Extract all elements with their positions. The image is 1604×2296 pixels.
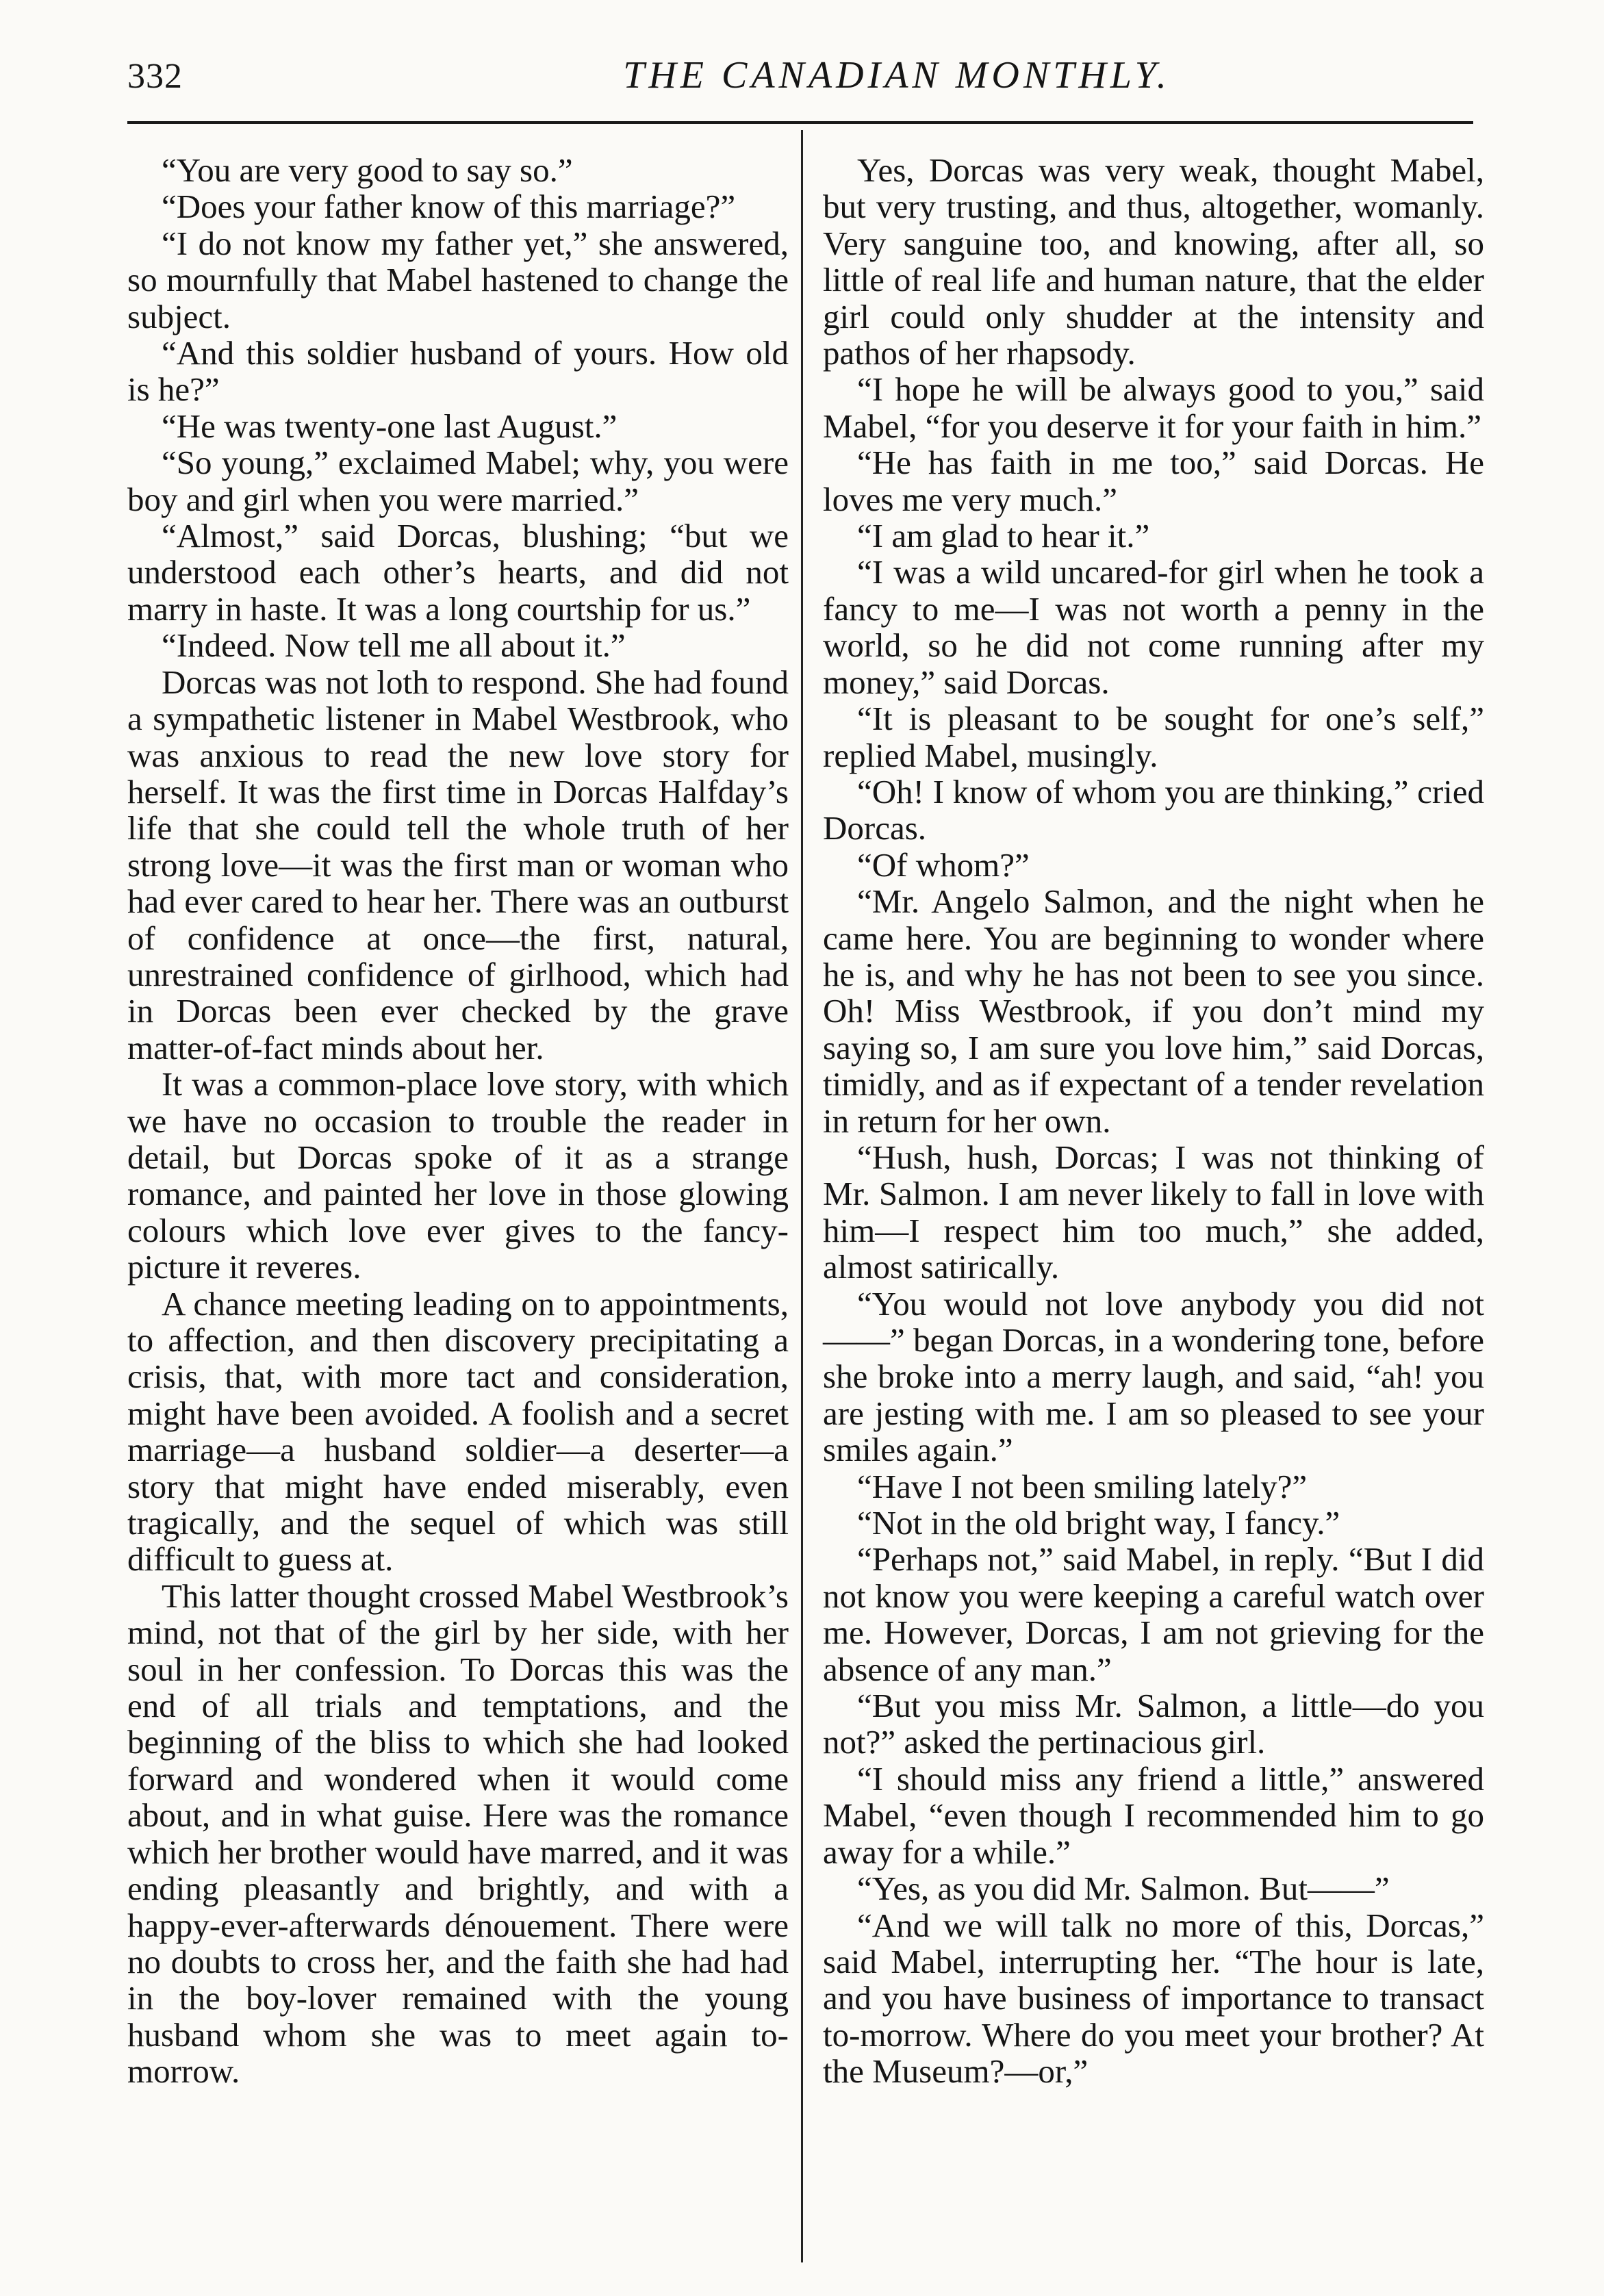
paragraph: “Almost,” said Dorcas, blushing; “but we understood each other’s hearts, and did not marry in haste. It was a long courtship for us.” [127, 517, 789, 628]
paragraph: “I do not know my father yet,” she answered, so mournfully that Mabel hastened to change the subject. [127, 224, 789, 335]
paragraph: “It is pleasant to be sought for one’s self,” replied Mabel, musingly. [823, 700, 1484, 774]
right-column [823, 152, 1484, 2090]
paragraph: “Perhaps not,” said Mabel, in reply. “But I did not know you were keeping a careful watch over me. However, Dorcas, I am not grieving for the absence of any man.” [823, 1540, 1484, 1688]
paragraph: “I hope he will be always good to you,” said Mabel, “for you deserve it for your faith in him.” [823, 370, 1484, 445]
paragraph: “Mr. Angelo Salmon, and the night when he came here. You are beginning to wonder where he is, and why he has not been to see you since. Oh! Miss Westbrook, if you don’t mind my saying so, I am sure you love him,” said Dorcas, timidly, and as if expectant of a tender revelation in return for her own. [823, 882, 1484, 1140]
page-number: 332 [127, 57, 183, 96]
paragraph: “Have I not been smiling lately?” [857, 1467, 1308, 1505]
paragraph: Dorcas was not loth to respond. She had found a sympathetic listener in Mabel Westbrook, who was anxious to read the new love story for herself. It was the first time in Dorcas Halfday’s life that she could tell the whole truth of her strong love—it was the first man or woman who had ever cared to hear her. There was an outburst of confidence at once—the first, natural, unrestrained confidence of girlhood, which had in Dorcas been ever checked by the grave matter-of-fact minds about her. [127, 663, 789, 1067]
header-rule [127, 121, 1473, 124]
paragraph: “But you miss Mr. Salmon, a little—do you not?” asked the pertinacious girl. [823, 1687, 1484, 1761]
paragraph: “I was a wild uncared-for girl when he took a fancy to me—I was not worth a penny in the world, so he did not come running after my money,” said Dorcas. [823, 553, 1484, 701]
paragraph: “Oh! I know of whom you are thinking,” cried Dorcas. [823, 772, 1484, 847]
left-column [127, 152, 789, 2090]
paragraph: “You are very good to say so.” [162, 151, 573, 189]
paragraph: “I am glad to hear it.” [857, 517, 1150, 555]
paragraph: It was a common-place love story, with which we have no occasion to trouble the reader in detail, but Dorcas spoke of it as a strange romance, and painted her love in those glowing colours which love ever gives to the fancy-picture it reveres. [127, 1065, 789, 1286]
paragraph: “Yes, as you did Mr. Salmon. But——” [857, 1870, 1390, 1908]
paragraph: “I should miss any friend a little,” answered Mabel, “even though I recommended him to go away for a while.” [823, 1759, 1484, 1871]
paragraph: “Indeed. Now tell me all about it.” [162, 626, 626, 665]
paragraph: “Does your father know of this marriage?” [162, 188, 736, 226]
paragraph: Yes, Dorcas was very weak, thought Mabel, but very trusting, and thus, altogether, womanly. Very sanguine too, and knowing, after all, so little of real life and human nature, that the elder girl could only shudder at the intensity and pathos of her rhapsody. [823, 151, 1484, 372]
paragraph: “So young,” exclaimed Mabel; why, you were boy and girl when you were married.” [127, 444, 789, 518]
paragraph: “He has faith in me too,” said Dorcas. He loves me very much.” [823, 444, 1484, 518]
paragraph: A chance meeting leading on to appointments, to affection, and then discovery precipitating a crisis, that, with more tact and consideration, might have been avoided. A foolish and a secret marriage—a husband soldier—a deserter—a story that might have ended miserably, even tragically, and the sequel of which was still difficult to guess at. [127, 1284, 789, 1579]
running-title: THE CANADIAN MONTHLY. [623, 54, 1171, 97]
paragraph: This latter thought crossed Mabel Westbrook’s mind, not that of the girl by her side, with her soul in her confession. To Dorcas this was the end of all trials and temptations, and the beginning of the bliss to which she had looked forward and wondered when it would come about, and in what guise. Here was the romance which her brother would have marred, and it was ending pleasantly and brightly, and with a happy-ever-afterwards dénouement. There were no doubts to cross her, and the faith she had had in the boy-lover remained with the young husband whom she was to meet again to-morrow. [127, 1577, 789, 2091]
paragraph: “You would not love anybody you did not——” began Dorcas, in a wondering tone, before she broke into a merry laugh, and said, “ah! you are jesting with me. I am so pleased to see your smiles again.” [823, 1284, 1484, 1469]
column-divider [801, 130, 803, 2262]
paragraph: “And we will talk no more of this, Dorcas,” said Mabel, interrupting her. “The hour is late, and you have business of importance to transact to-morrow. Where do you meet your brother? At the Museum?—or,” [823, 1906, 1484, 2091]
paragraph: “Hush, hush, Dorcas; I was not thinking of Mr. Salmon. I am never likely to fall in love with him—I respect him too much,” she added, almost satirically. [823, 1138, 1484, 1286]
paragraph: “And this soldier husband of yours. How old is he?” [127, 334, 789, 409]
paragraph: “Of whom?” [857, 845, 1030, 884]
paragraph: “He was twenty-one last August.” [162, 407, 618, 445]
paragraph: “Not in the old bright way, I fancy.” [857, 1504, 1340, 1542]
